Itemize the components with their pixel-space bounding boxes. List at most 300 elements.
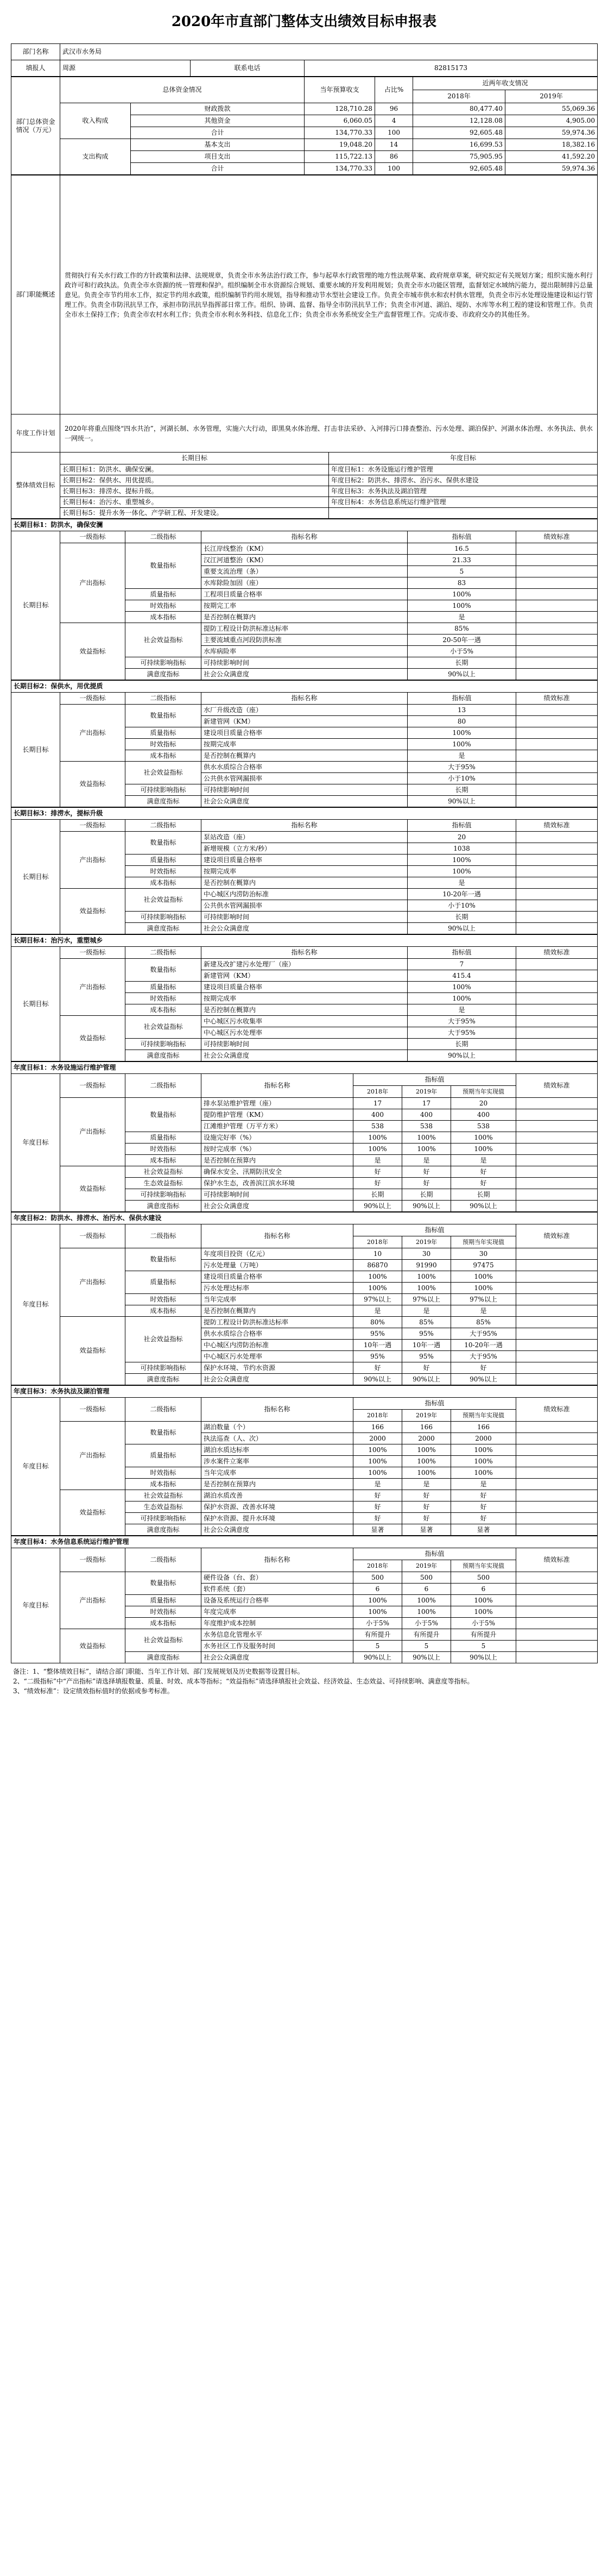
indicator-standard — [516, 1132, 598, 1144]
indicator-name: 年度维护成本控制 — [201, 1618, 353, 1629]
indicator-level2: 社会效益指标 — [125, 1629, 201, 1652]
indicator-2018: 86870 — [353, 1260, 402, 1271]
indicator-standard — [516, 1201, 598, 1212]
indicator-level2: 成本指标 — [125, 877, 201, 889]
goal-head-l3: 指标名称 — [201, 1398, 353, 1422]
indicator-level2: 可持续影响指标 — [125, 1189, 201, 1201]
indicator-row — [11, 959, 598, 970]
indicator-value: 20-50年一遇 — [408, 634, 516, 646]
indicator-standard — [516, 923, 598, 934]
indicator-2018: 90%以上 — [353, 1652, 402, 1663]
indicator-name: 湖泊水质改善 — [201, 1490, 353, 1501]
indicator-plan: 97%以上 — [451, 1294, 516, 1305]
budget-y2: 55,069.36 — [505, 103, 598, 115]
indicator-2019: 166 — [402, 1422, 451, 1433]
budget-y1: 92,605.48 — [413, 127, 505, 139]
indicator-plan: 是 — [451, 1155, 516, 1166]
long-goal-title: 长期目标2：保供水，用优提质 — [11, 681, 598, 693]
indicator-row — [11, 705, 598, 716]
budget-y1: 92,605.48 — [413, 163, 505, 175]
indicator-name: 保护水生态，改善滨江滨水环境 — [201, 1178, 353, 1189]
indicator-level2: 可持续影响指标 — [125, 1039, 201, 1050]
indicator-standard — [516, 1004, 598, 1016]
goal-head-l2: 二级指标 — [125, 1074, 201, 1098]
indicator-2018: 好 — [353, 1501, 402, 1513]
indicator-2019: 好 — [402, 1362, 451, 1374]
indicator-value: 100% — [408, 855, 516, 866]
indicator-2018: 10年一遇 — [353, 1340, 402, 1351]
indicator-standard — [516, 1444, 598, 1456]
indicator-level2: 时效指标 — [125, 866, 201, 877]
indicator-2018: 80% — [353, 1317, 402, 1328]
goal-head-2019: 2019年 — [402, 1236, 451, 1248]
indicator-row — [11, 1629, 598, 1641]
indicator-2018: 显著 — [353, 1524, 402, 1536]
annual-goal-title: 年度目标2：防洪水、排涝水、治污水、保供水建设 — [11, 1212, 598, 1224]
expense-group-label: 支出构成 — [60, 139, 131, 175]
indicator-level1: 效益指标 — [60, 762, 125, 807]
goal-head-l1: 一级指标 — [60, 1548, 125, 1572]
indicator-value: 90%以上 — [408, 923, 516, 934]
indicator-name: 水务社区工作及服务时间 — [201, 1641, 353, 1652]
indicator-standard — [516, 1513, 598, 1524]
indicator-value: 是 — [408, 750, 516, 762]
indicator-plan: 97475 — [451, 1260, 516, 1271]
indicator-standard — [516, 589, 598, 600]
indicator-value: 5 — [408, 566, 516, 577]
budget-amount: 115,722.13 — [305, 151, 375, 163]
goal-head-std: 绩效标准 — [516, 1224, 598, 1248]
goal-head-l1: 一级指标 — [60, 531, 125, 543]
goal-head-val: 指标值 — [408, 693, 516, 705]
indicator-standard — [516, 1189, 598, 1201]
indicator-value: 415.4 — [408, 970, 516, 982]
goal-head-std: 绩效标准 — [516, 820, 598, 832]
indicator-standard — [516, 1490, 598, 1501]
indicator-value: 10-20年一遇 — [408, 889, 516, 900]
indicator-standard — [516, 970, 598, 982]
indicator-2019: 91990 — [402, 1260, 451, 1271]
goal-head-l1: 一级指标 — [60, 947, 125, 959]
indicator-name: 执法巡查（人、次） — [201, 1433, 353, 1444]
indicator-level2: 质量指标 — [125, 855, 201, 866]
indicator-standard — [516, 634, 598, 646]
indicator-2018: 100% — [353, 1132, 402, 1144]
long-goal-title: 长期目标4：治污水，重塑城乡 — [11, 935, 598, 947]
indicator-standard — [516, 843, 598, 855]
indicator-plan: 100% — [451, 1467, 516, 1479]
indicator-plan: 好 — [451, 1490, 516, 1501]
indicator-level1: 效益指标 — [60, 1016, 125, 1061]
footnotes — [11, 1663, 597, 1699]
budget-pct: 100 — [375, 127, 413, 139]
indicator-value: 13 — [408, 705, 516, 716]
annual-targets-head: 年度目标 — [329, 453, 598, 464]
indicator-standard — [516, 1433, 598, 1444]
goal-head-std: 绩效标准 — [516, 1074, 598, 1098]
budget-pct: 14 — [375, 139, 413, 151]
indicator-2019: 6 — [402, 1584, 451, 1595]
long-goal-title: 长期目标1：防洪水，确保安澜 — [11, 519, 598, 531]
indicator-value: 大于95% — [408, 1016, 516, 1027]
indicator-plan: 100% — [451, 1132, 516, 1144]
indicator-level2: 可持续影响指标 — [125, 784, 201, 796]
indicator-2018: 是 — [353, 1479, 402, 1490]
indicator-name: 是否控制在概算内 — [201, 1305, 353, 1317]
indicator-plan: 20 — [451, 1098, 516, 1109]
indicator-name: 中心城区污水处理率 — [201, 1027, 408, 1039]
budget-amount: 19,048.20 — [305, 139, 375, 151]
indicator-name: 社会公众满意度 — [201, 1201, 353, 1212]
indicator-2019: 好 — [402, 1501, 451, 1513]
indicator-2018: 400 — [353, 1109, 402, 1121]
indicator-name: 硬件设备（台、套） — [201, 1572, 353, 1584]
indicator-level2: 满意度指标 — [125, 1652, 201, 1663]
goal-head-l1: 一级指标 — [60, 693, 125, 705]
goal-head-val: 指标值 — [408, 947, 516, 959]
indicator-name: 社会公众满意度 — [201, 1374, 353, 1385]
indicator-row — [11, 543, 598, 555]
indicator-name: 可持续影响时间 — [201, 657, 408, 669]
indicator-level1: 产出指标 — [60, 543, 125, 623]
indicator-2018: 95% — [353, 1351, 402, 1362]
indicator-level1: 效益指标 — [60, 1629, 125, 1663]
indicator-name: 当年完成率 — [201, 1294, 353, 1305]
indicator-standard — [516, 623, 598, 634]
long-goal-side-label: 长期目标 — [11, 820, 60, 934]
budget-y1: 12,128.08 — [413, 115, 505, 127]
phone-value: 82815173 — [305, 60, 598, 77]
budget-col-2020: 当年预算收支 — [305, 77, 375, 103]
indicator-standard — [516, 877, 598, 889]
indicator-name: 可持续影响时间 — [201, 912, 408, 923]
goal-head-l2: 二级指标 — [125, 693, 201, 705]
annual-target-item: 年度目标1：水务设施运行维护管理 — [329, 464, 598, 475]
indicator-2019: 好 — [402, 1178, 451, 1189]
indicator-2019: 10年一遇 — [402, 1340, 451, 1351]
goal-head-2018: 2018年 — [353, 1410, 402, 1422]
indicator-2018: 好 — [353, 1362, 402, 1374]
indicator-row — [11, 1166, 598, 1178]
indicator-level1: 产出指标 — [60, 1098, 125, 1166]
indicator-value: 100% — [408, 589, 516, 600]
indicator-value: 80 — [408, 716, 516, 727]
budget-amount: 128,710.28 — [305, 103, 375, 115]
indicator-name: 水库除险加固（座） — [201, 577, 408, 589]
indicator-standard — [516, 1305, 598, 1317]
indicator-level2: 可持续影响指标 — [125, 657, 201, 669]
indicator-level2: 满意度指标 — [125, 1374, 201, 1385]
indicator-name: 重要支流治理（条） — [201, 566, 408, 577]
indicator-name: 建设项目质量合格率 — [201, 1271, 353, 1283]
indicator-level2: 满意度指标 — [125, 1524, 201, 1536]
indicator-standard — [516, 866, 598, 877]
indicator-name: 按期完工率 — [201, 600, 408, 612]
indicator-2019: 2000 — [402, 1433, 451, 1444]
indicator-value: 100% — [408, 982, 516, 993]
footnote-line: 2、“二级指标”中“产出指标”请选择填报数量、质量、时效、成本等指标；“效益指标”请选择填报社会效益、经济效益、生态效益、可持续影响、满意度等指标。 — [13, 1677, 474, 1685]
long-goal-table — [11, 807, 598, 934]
budget-y1: 75,905.95 — [413, 151, 505, 163]
indicator-level2: 数量指标 — [125, 1422, 201, 1444]
long-target-item: 长期目标5：提升水务一体化、产学研工程、开发建设。 — [60, 508, 329, 519]
goal-head-l3: 指标名称 — [201, 1224, 353, 1248]
indicator-level2: 质量指标 — [125, 982, 201, 993]
goal-head-l1: 一级指标 — [60, 1398, 125, 1422]
indicator-level2: 时效指标 — [125, 1467, 201, 1479]
indicator-name: 公共供水管网漏损率 — [201, 773, 408, 784]
indicator-2018: 100% — [353, 1606, 402, 1618]
indicator-name: 涉水案件立案率 — [201, 1456, 353, 1467]
indicator-row — [11, 1422, 598, 1433]
indicator-standard — [516, 784, 598, 796]
indicator-row — [11, 889, 598, 900]
indicator-value: 是 — [408, 877, 516, 889]
indicator-level2: 质量指标 — [125, 1444, 201, 1467]
indicator-standard — [516, 1606, 598, 1618]
indicator-standard — [516, 1155, 598, 1166]
indicator-plan: 5 — [451, 1641, 516, 1652]
indicator-name: 按时完成率（%） — [201, 1144, 353, 1155]
annual-target-item: 年度目标2：防洪水、排涝水、治污水、保供水建设 — [329, 475, 598, 486]
indicator-value: 大于95% — [408, 1027, 516, 1039]
indicator-standard — [516, 1524, 598, 1536]
indicator-level2: 成本指标 — [125, 612, 201, 623]
indicator-2018: 长期 — [353, 1189, 402, 1201]
phone-label: 联系电话 — [191, 60, 305, 77]
annual-work-text: 2020年将重点围绕“四水共治”，河湖长制、水务管理，实施六大行动，即黑臭水体治理、打击非法采砂、入河排污口排查整治、污水处理、湖泊保护、河湖水体治理、水务执法、供水一网统一。 — [60, 414, 598, 453]
indicator-row — [11, 623, 598, 634]
indicator-name: 中心城区内涝防治标准 — [201, 1340, 353, 1351]
budget-y2: 41,592.20 — [505, 151, 598, 163]
indicator-standard — [516, 832, 598, 843]
long-target-item: 长期目标3：排涝水、提标升级。 — [60, 486, 329, 497]
indicator-plan: 6 — [451, 1584, 516, 1595]
budget-item: 其他资金 — [131, 115, 305, 127]
unit-name: 武汉市水务局 — [60, 44, 598, 60]
indicator-name: 按期完成率 — [201, 739, 408, 750]
indicator-name: 长江岸线整治（KM） — [201, 543, 408, 555]
indicator-level2: 社会效益指标 — [125, 1016, 201, 1039]
goal-head-val: 指标值 — [408, 820, 516, 832]
indicator-level2: 生态效益指标 — [125, 1178, 201, 1189]
indicator-standard — [516, 1016, 598, 1027]
indicator-2018: 好 — [353, 1513, 402, 1524]
indicator-name: 社会公众满意度 — [201, 796, 408, 807]
indicator-name: 年度项目投资（亿元） — [201, 1248, 353, 1260]
goal-head-2019: 2019年 — [402, 1086, 451, 1098]
goal-head-l2: 二级指标 — [125, 531, 201, 543]
indicator-level1: 效益指标 — [60, 1490, 125, 1536]
indicator-standard — [516, 1050, 598, 1061]
indicator-value: 小于10% — [408, 773, 516, 784]
indicator-value: 85% — [408, 623, 516, 634]
indicator-plan: 100% — [451, 1271, 516, 1283]
indicator-standard — [516, 727, 598, 739]
indicator-plan: 是 — [451, 1479, 516, 1490]
indicator-level2: 数量指标 — [125, 959, 201, 982]
goal-head-2019: 2019年 — [402, 1410, 451, 1422]
indicator-level2: 社会效益指标 — [125, 1490, 201, 1501]
indicator-name: 中心城区内涝防治标准 — [201, 889, 408, 900]
indicator-plan: 100% — [451, 1444, 516, 1456]
indicator-2019: 85% — [402, 1317, 451, 1328]
indicator-standard — [516, 1144, 598, 1155]
indicator-standard — [516, 1629, 598, 1641]
goal-head-plan: 预期当年实现值 — [451, 1086, 516, 1098]
indicator-2018: 97%以上 — [353, 1294, 402, 1305]
indicator-standard — [516, 1351, 598, 1362]
goal-head-val: 指标值 — [353, 1074, 516, 1086]
indicator-2018: 10 — [353, 1248, 402, 1260]
indicator-level2: 生态效益指标 — [125, 1501, 201, 1513]
indicator-level2: 社会效益指标 — [125, 1317, 201, 1362]
indicator-2019: 是 — [402, 1479, 451, 1490]
indicator-standard — [516, 577, 598, 589]
indicator-plan: 大于95% — [451, 1328, 516, 1340]
income-group-label: 收入构成 — [60, 103, 131, 139]
indicator-2019: 100% — [402, 1144, 451, 1155]
indicator-level1: 产出指标 — [60, 1422, 125, 1490]
indicator-name: 当年完成率 — [201, 1467, 353, 1479]
indicator-level2: 质量指标 — [125, 1271, 201, 1294]
indicator-standard — [516, 889, 598, 900]
indicator-value: 1038 — [408, 843, 516, 855]
indicator-name: 新建及改扩建污水处理厂（座） — [201, 959, 408, 970]
indicator-2019: 95% — [402, 1351, 451, 1362]
indicator-level2: 质量指标 — [125, 1595, 201, 1606]
indicator-2019: 显著 — [402, 1524, 451, 1536]
indicator-name: 可持续影响时间 — [201, 784, 408, 796]
indicator-2018: 166 — [353, 1422, 402, 1433]
goal-head-l3: 指标名称 — [201, 531, 408, 543]
indicator-name: 社会公众满意度 — [201, 1652, 353, 1663]
indicator-plan: 好 — [451, 1178, 516, 1189]
indicator-2018: 100% — [353, 1271, 402, 1283]
annual-goal-table — [11, 1536, 598, 1663]
indicator-name: 确保水安全、汛期防汛安全 — [201, 1166, 353, 1178]
indicator-level2: 时效指标 — [125, 600, 201, 612]
indicator-2018: 100% — [353, 1144, 402, 1155]
goal-head-std: 绩效标准 — [516, 1398, 598, 1422]
budget-amount: 134,770.33 — [305, 127, 375, 139]
indicator-2018: 100% — [353, 1595, 402, 1606]
annual-target-item: 年度目标4：水务信息系统运行维护管理 — [329, 497, 598, 508]
indicator-plan: 好 — [451, 1513, 516, 1524]
indicator-standard — [516, 1340, 598, 1351]
indicator-name: 中心城区污水收集率 — [201, 1016, 408, 1027]
long-target-item: 长期目标4：治污水、重塑城乡。 — [60, 497, 329, 508]
indicator-name: 水务信息化管理水平 — [201, 1629, 353, 1641]
indicator-plan: 100% — [451, 1606, 516, 1618]
goal-head-l2: 二级指标 — [125, 1398, 201, 1422]
indicator-standard — [516, 1467, 598, 1479]
indicator-level2: 数量指标 — [125, 705, 201, 727]
overview-text: 贯彻执行有关水行政工作的方针政策和法律、法规规章，负责全市水务法治行政工作，参与起草水行政管理的地方性法规草案、政府规章草案，研究拟定有关规划方案；组织实施水利行政许可和行政执法。负责全市水资源的统一管理和保护。组织编制全市水资源综合规划、重要水域的开发利用规划；负责全市水功能区管理，监督划定水域纳污能力，提出限制排污总量意见。负责全市节约用水工作，拟定节约用水政策，组织编制节约用水规划，指导和推动节水型社会建设工作。负责全市城市供水和农村供水管理，负责全市污水处理设施建设和运行管理工作。负责全市防汛抗旱工作，承担市防汛抗旱指挥部日常工作。组织、协调、监督、指导全市防汛抗旱工作；负责全市河道、湖泊、堤防、水库等水利工程的建设和管理工作。负责全市水土保持工作；负责全市农村水利工作；负责全市水利水务科技、信息化工作；负责全市水务系统安全生产监督管理工作。完成市委、市政府交办的其他任务。 — [60, 175, 598, 414]
indicator-standard — [516, 750, 598, 762]
indicator-level1: 产出指标 — [60, 1572, 125, 1629]
indicator-level2: 可持续影响指标 — [125, 1513, 201, 1524]
indicator-name: 建设项目质量合格率 — [201, 855, 408, 866]
indicator-standard — [516, 912, 598, 923]
indicator-name: 提防工程设计防洪标准达标率 — [201, 623, 408, 634]
goal-head-plan: 预期当年实现值 — [451, 1560, 516, 1572]
indicator-2019: 100% — [402, 1283, 451, 1294]
indicator-value: 83 — [408, 577, 516, 589]
indicator-2019: 5 — [402, 1641, 451, 1652]
targets-label: 整体绩效目标 — [11, 453, 60, 519]
annual-goal-side-label: 年度目标 — [11, 1548, 60, 1663]
indicator-name: 泵站改造（座） — [201, 832, 408, 843]
goal-head-l3: 指标名称 — [201, 947, 408, 959]
budget-amount: 6,060.05 — [305, 115, 375, 127]
indicator-value: 90%以上 — [408, 1050, 516, 1061]
indicator-value: 7 — [408, 959, 516, 970]
indicator-name: 是否控制在概算内 — [201, 877, 408, 889]
indicator-level2: 成本指标 — [125, 1618, 201, 1629]
contact-label: 填报人 — [11, 60, 60, 77]
indicator-value: 长期 — [408, 784, 516, 796]
budget-year1: 2018年 — [413, 90, 505, 103]
indicator-level2: 数量指标 — [125, 1248, 201, 1271]
indicator-name: 设备及系统运行合格率 — [201, 1595, 353, 1606]
long-target-item: 长期目标1：防洪水、确保安澜。 — [60, 464, 329, 475]
indicator-standard — [516, 773, 598, 784]
goal-head-std: 绩效标准 — [516, 531, 598, 543]
indicator-name: 年度完成率 — [201, 1606, 353, 1618]
indicator-plan: 166 — [451, 1422, 516, 1433]
indicator-standard — [516, 705, 598, 716]
indicator-name: 是否控制在概算内 — [201, 612, 408, 623]
indicator-level2: 满意度指标 — [125, 1201, 201, 1212]
contact-name: 周源 — [60, 60, 191, 77]
indicator-name: 新增规模（立方米/秒） — [201, 843, 408, 855]
goal-head-val: 指标值 — [353, 1398, 516, 1410]
indicator-level2: 数量指标 — [125, 1098, 201, 1132]
indicator-plan: 有所提升 — [451, 1629, 516, 1641]
indicator-name: 污水处理量（万吨） — [201, 1260, 353, 1271]
long-goal-table — [11, 519, 598, 680]
indicator-name: 湖泊水质达标率 — [201, 1444, 353, 1456]
indicator-name: 建设项目质量合格率 — [201, 982, 408, 993]
indicator-name: 软件系统（套） — [201, 1584, 353, 1595]
indicator-value: 是 — [408, 1004, 516, 1016]
indicator-name: 保护水资源、改善水环境 — [201, 1501, 353, 1513]
indicator-plan: 85% — [451, 1317, 516, 1328]
goal-head-l2: 二级指标 — [125, 1224, 201, 1248]
indicator-value: 100% — [408, 739, 516, 750]
annual-goal-title: 年度目标4：水务信息系统运行维护管理 — [11, 1536, 598, 1548]
footnote-line: 备注：1、“整体绩效目标”，请结合部门职能、当年工作计划、部门发展规划及历史数据等设置目标。 — [13, 1668, 304, 1675]
annual-goal-title: 年度目标1：水务设施运行维护管理 — [11, 1062, 598, 1074]
goal-head-plan: 预期当年实现值 — [451, 1410, 516, 1422]
indicator-2019: 100% — [402, 1595, 451, 1606]
indicator-standard — [516, 1039, 598, 1050]
indicator-2018: 好 — [353, 1178, 402, 1189]
indicator-name: 提防维护管理（KM） — [201, 1109, 353, 1121]
indicator-standard — [516, 1317, 598, 1328]
indicator-value: 21.33 — [408, 555, 516, 566]
indicator-name: 社会公众满意度 — [201, 923, 408, 934]
indicator-2018: 90%以上 — [353, 1201, 402, 1212]
indicator-standard — [516, 855, 598, 866]
goal-head-2018: 2018年 — [353, 1236, 402, 1248]
indicator-2019: 100% — [402, 1444, 451, 1456]
annual-goal-title: 年度目标3：水务执法及湖泊管理 — [11, 1386, 598, 1398]
annual-goal-table — [11, 1061, 598, 1212]
indicator-standard — [516, 1098, 598, 1109]
indicator-standard — [516, 1109, 598, 1121]
